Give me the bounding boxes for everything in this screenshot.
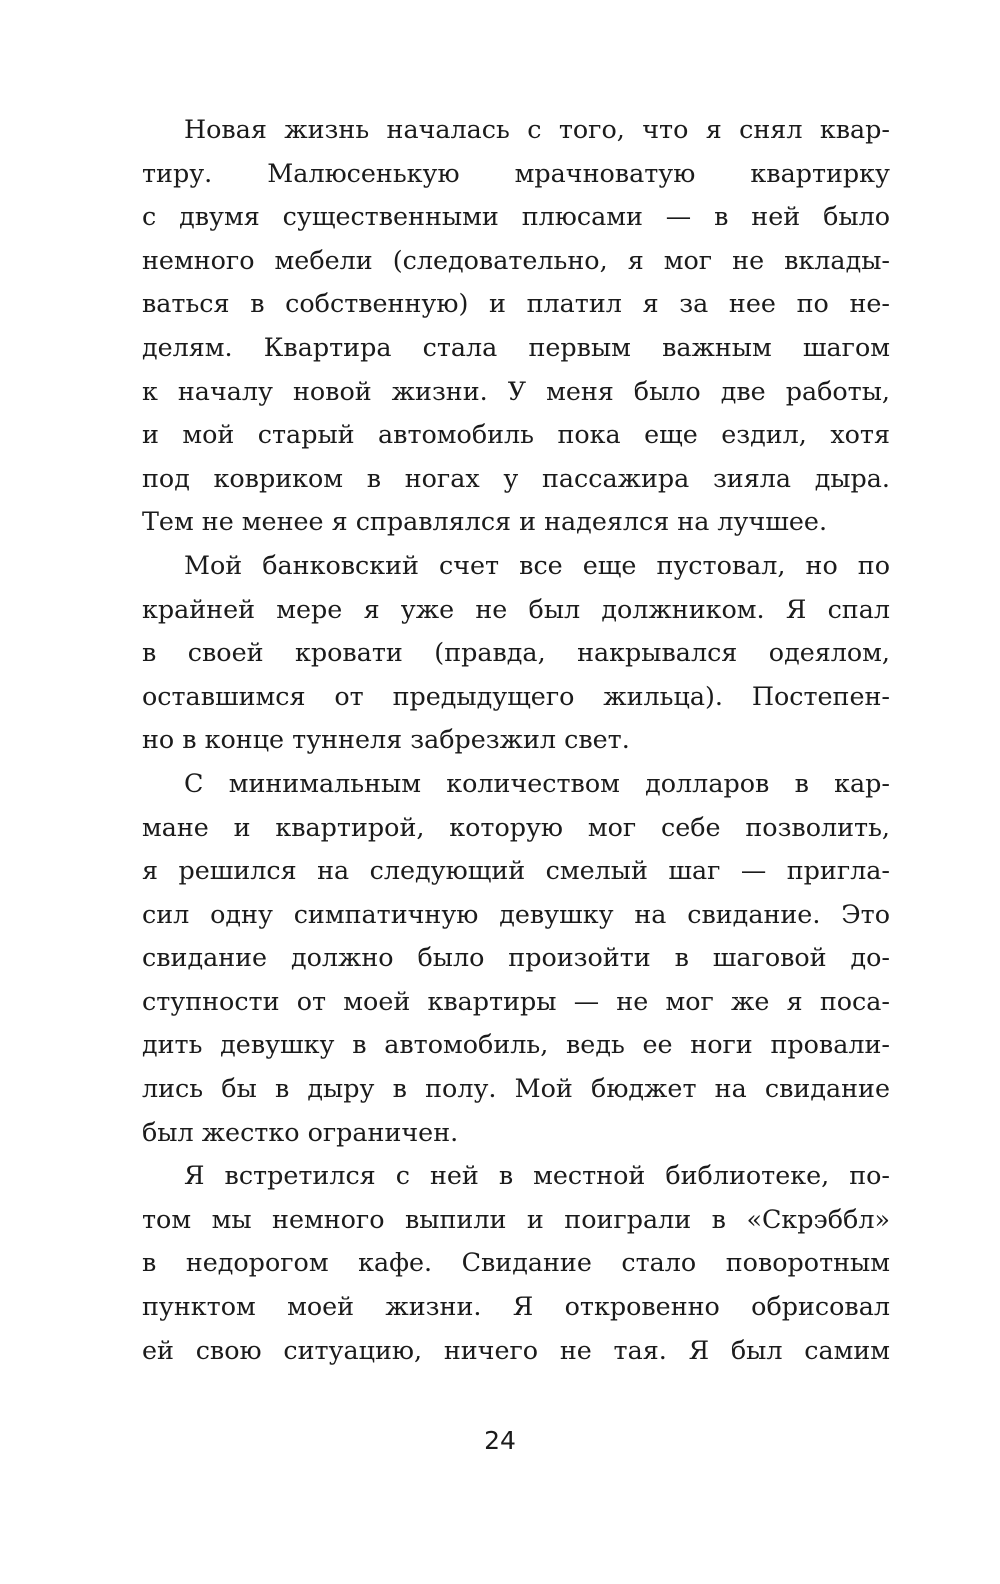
paragraph-1-line-9: под ковриком в ногах у пассажира зияла дыра. — [142, 462, 890, 493]
paragraph-4-line-5: ей свою ситуацию, ничего не тая. Я был самим — [142, 1334, 890, 1365]
paragraph-1-line-8: и мой старый автомобиль пока еще ездил, хотя — [142, 419, 890, 450]
paragraph-2-line-3: в своей кровати (правда, накрывался одеялом, — [142, 637, 890, 668]
paragraph-3-line-1: С минимальным количеством долларов в кар- — [184, 767, 890, 798]
paragraph-3-line-7: дить девушку в автомобиль, ведь ее ноги провали- — [142, 1029, 890, 1060]
paragraph-2-line-2: крайней мере я уже не был должником. Я спал — [142, 593, 890, 624]
paragraph-1-line-2: тиру. Малюсенькую мрачноватую квартирку — [142, 157, 890, 188]
paragraph-1-line-4: немного мебели (следовательно, я мог не вклады- — [142, 244, 890, 275]
paragraph-4-line-4: пунктом моей жизни. Я откровенно обрисовал — [142, 1291, 890, 1322]
paragraph-1-line-7: к началу новой жизни. У меня было две работы, — [142, 375, 890, 406]
paragraph-4-line-1: Я встретился с ней в местной библиотеке, по- — [184, 1160, 890, 1191]
paragraph-1-line-5: ваться в собственную) и платил я за нее по не- — [142, 288, 890, 319]
page-number: 24 — [484, 1426, 516, 1455]
paragraph-3-line-2: мане и квартирой, которую мог себе позволить, — [142, 811, 890, 842]
paragraph-2-line-4: оставшимся от предыдущего жильца). Постепен- — [142, 680, 890, 711]
paragraph-1-line-10: Тем не менее я справлялся и надеялся на лучшее. — [142, 506, 828, 537]
paragraph-3-line-5: свидание должно было произойти в шаговой до- — [142, 942, 890, 973]
body-text — [142, 108, 890, 1372]
paragraph-3-line-8: лись бы в дыру в полу. Мой бюджет на свидание — [142, 1073, 890, 1104]
paragraph-1-line-1: Новая жизнь началась с того, что я снял квар- — [184, 114, 890, 144]
paragraph-1-line-6: делям. Квартира стала первым важным шагом — [142, 331, 890, 362]
paragraph-3-line-6: ступности от моей квартиры — не мог же я поса- — [142, 985, 890, 1016]
paragraph-4-line-3: в недорогом кафе. Свидание стало поворотным — [142, 1247, 890, 1278]
paragraph-3-line-3: я решился на следующий смелый шаг — пригла- — [142, 855, 890, 886]
paragraph-3-line-9: был жестко ограничен. — [142, 1116, 459, 1147]
paragraph-4-line-2: том мы немного выпили и поиграли в «Скрэббл» — [142, 1203, 890, 1234]
paragraph-2-line-5: но в конце туннеля забрезжил свет. — [142, 724, 630, 755]
paragraph-3-line-4: сил одну симпатичную девушку на свидание. Это — [142, 898, 890, 929]
paragraph-2-line-1: Мой банковский счет все еще пустовал, но по — [184, 549, 890, 580]
paragraph-1-line-3: с двумя существенными плюсами — в ней было — [142, 201, 890, 232]
